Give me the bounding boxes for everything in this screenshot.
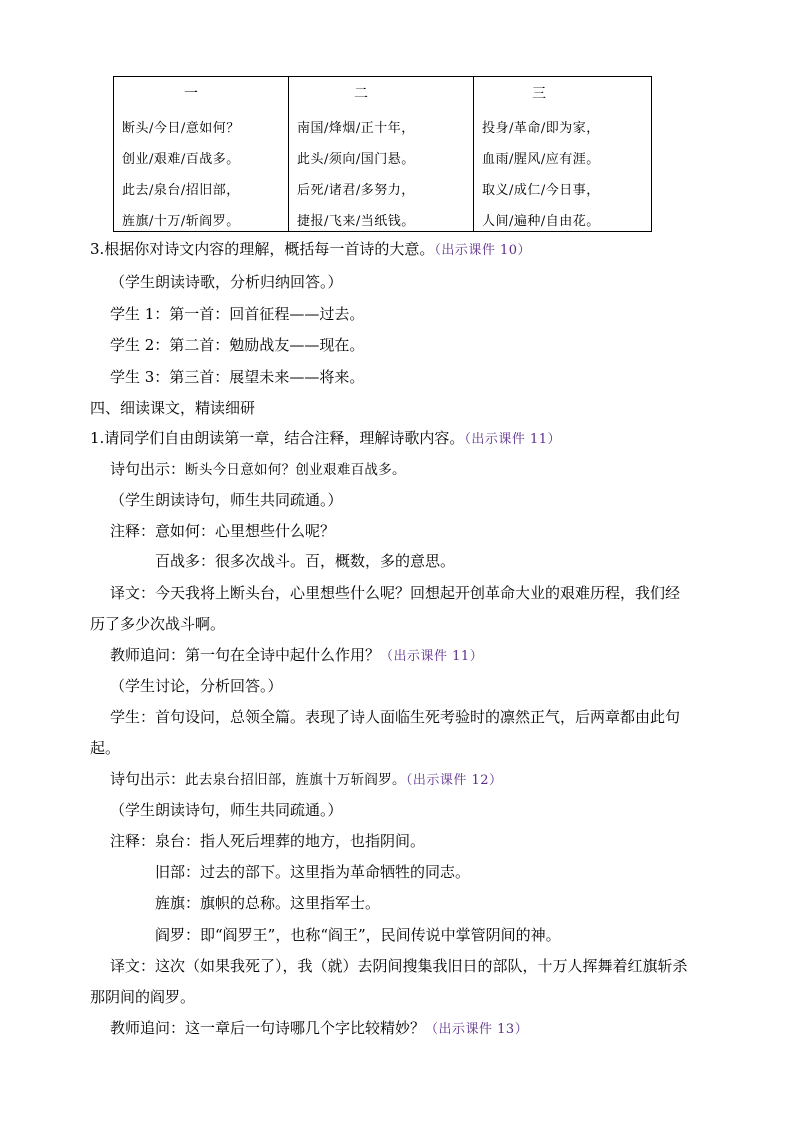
poem-line: 人间/遍种/自由花。 <box>482 214 600 229</box>
student-answer: 学生：首句设问，总领全篇。表现了诗人面临生死考验时的凛然正气，后两章都由此句 <box>110 708 681 726</box>
poem-text: 断头今日意如何？创业艰难百战多。 <box>185 462 406 478</box>
annotation <box>110 831 425 851</box>
poem-line: 投身/革命/即为家， <box>482 121 600 136</box>
teacher-question <box>110 1018 528 1040</box>
courseware-ref: （出示课件 11） <box>464 432 562 447</box>
annotation-label: 注释： <box>110 522 156 540</box>
section-heading: 四、细读课文，精读细研 <box>90 399 256 417</box>
annotation-text: 百战多：很多次战斗。百，概数，多的意思。 <box>155 552 456 570</box>
annotation-text: 旌旗：旗帜的总称。这里指军士。 <box>155 894 381 912</box>
student-answer: 起。 <box>90 739 121 757</box>
annotation-text: 意如何：心里想些什么呢？ <box>155 522 336 540</box>
annotation-text: 阎罗：即“阎罗王”，也称“阎王”，民间传说中掌管阴间的神。 <box>155 926 561 944</box>
annotation-text: 旧部：过去的部下。这里指为革命牺牲的同志。 <box>155 863 471 881</box>
column-header: 二 <box>354 86 368 102</box>
student-note: （学生朗读诗句，师生共同疏通。） <box>110 491 343 509</box>
question-text: 3.根据你对诗文内容的理解，概括每一首诗的大意。 <box>90 240 435 258</box>
item-1 <box>90 428 561 450</box>
annotation-label: 注释： <box>110 832 156 850</box>
student-answer: 学生 2：第二首：勉励战友——现在。 <box>110 336 365 354</box>
courseware-ref: （出示课件 10） <box>434 243 532 258</box>
translation: 译文：这次（如果我死了），我（就）去阴间搜集我旧日的部队，十万人挥舞着红旗斩杀 <box>110 957 688 975</box>
poem-label: 诗句出示： <box>110 460 186 478</box>
poem-line: 创业/艰难/百战多。 <box>122 152 240 167</box>
poem-column-3 <box>474 77 651 231</box>
poem-line: 此头/须向/国门悬。 <box>297 152 415 167</box>
poem-excerpt-1 <box>110 459 406 480</box>
poem-line: 此去/泉台/招旧部， <box>122 183 240 198</box>
poem-line: 后死/诸君/多努力， <box>297 183 415 198</box>
teacher-question <box>110 645 483 667</box>
translation: 译文：今天我将上断头台，心里想些什么呢？回想起开创革命大业的艰难历程，我们经 <box>110 584 681 602</box>
column-header: 三 <box>532 86 546 102</box>
courseware-ref: （出示课件 13） <box>425 1022 529 1037</box>
translation: 那阴间的阎罗。 <box>90 988 196 1006</box>
poem-excerpt-2 <box>110 769 503 791</box>
courseware-ref: （出示课件 12） <box>405 773 503 788</box>
poem-table <box>113 76 652 232</box>
question-3 <box>90 239 531 261</box>
annotation-text: 泉台：指人死后埋葬的地方，也指阴间。 <box>155 832 426 850</box>
poem-label: 诗句出示： <box>110 770 186 788</box>
student-answer: 学生 3：第三首：展望未来——将来。 <box>110 368 365 386</box>
question-text: 教师追问：这一章后一句诗哪几个字比较精妙？ <box>110 1019 426 1037</box>
poem-column-1 <box>114 77 289 231</box>
student-note: （学生朗读诗句，师生共同疏通。） <box>110 801 343 819</box>
item-text: 1.请同学们自由朗读第一章，结合注释，理解诗歌内容。 <box>90 429 465 447</box>
column-header: 一 <box>184 86 198 102</box>
poem-line: 捷报/飞来/当纸钱。 <box>297 214 415 229</box>
student-answer: 学生 1：第一首：回首征程——过去。 <box>110 305 365 323</box>
question-text: 教师追问：第一句在全诗中起什么作用？ <box>110 646 381 664</box>
poem-line: 南国/烽烟/正十年， <box>297 121 415 136</box>
poem-column-2 <box>289 77 474 231</box>
translation: 历了多少次战斗啊。 <box>90 615 226 633</box>
poem-line: 血雨/腥风/应有涯。 <box>482 152 600 167</box>
courseware-ref: （出示课件 11） <box>380 649 484 664</box>
poem-line: 断头/今日/意如何？ <box>122 121 240 136</box>
annotation <box>110 521 335 541</box>
poem-text: 此去泉台招旧部，旌旗十万斩阎罗。 <box>185 772 406 788</box>
poem-line: 取义/成仁/今日事， <box>482 183 600 198</box>
student-note: （学生朗读诗歌，分析归纳回答。） <box>110 273 343 291</box>
student-note: （学生讨论，分析回答。） <box>110 677 283 695</box>
poem-line: 旌旗/十万/斩阎罗。 <box>122 214 240 229</box>
